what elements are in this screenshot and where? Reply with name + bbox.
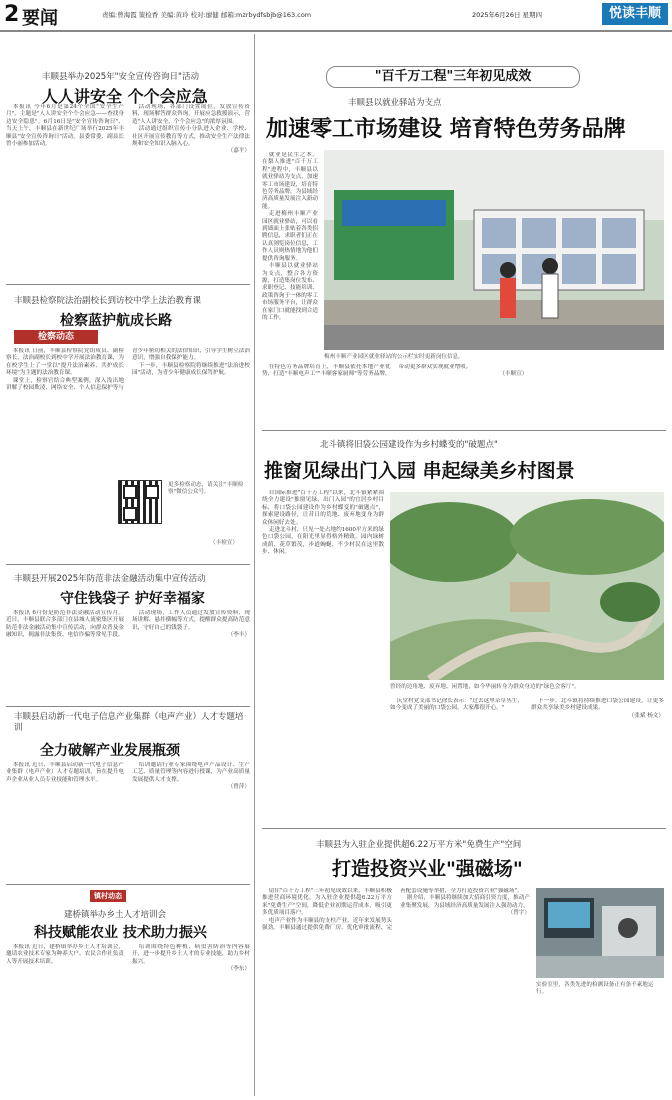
- story2-headline: 检察蓝护航成长路: [60, 313, 172, 329]
- story6-byline: （张斌 杨文）: [628, 712, 664, 719]
- story2-para: 下一步，丰顺县检察院将继续推进"法治进校园"活动，为青少年健康成长保驾护航。: [132, 362, 250, 377]
- story5-kicker: 建桥镇举办乡土人才培训会: [64, 910, 167, 920]
- story4-byline: （曾萍）: [227, 784, 250, 791]
- story5-byline: （李东）: [227, 966, 250, 973]
- lead-para: 就业是民生之本。在梨人推进"百千万工程"进程中，丰顺县以就业驿站为支点，加速零工市场建设，培育特色劳务品牌，为县域经济高质量发展注入新动能。: [262, 152, 318, 210]
- story3-byline: （李丰）: [227, 632, 250, 639]
- lab-equipment-illustration: [536, 888, 664, 978]
- lead-para: 走进梅州丰顺产业园区就业驿站，可以看到墙面上张贴着各类招聘信息，求职者们正在认真浏览岗位信息，工作人员则热情地为他们提供咨询服务。: [262, 211, 318, 262]
- lead-kicker: 丰顺县以就业驿站为支点: [348, 98, 442, 108]
- job-station-illustration: [324, 150, 664, 350]
- story4-para: 培训邀请行业专家围绕电声产品设计、生产工艺、质量管理等内容进行授课，为产业高质量发展提供人才支撑。: [132, 762, 250, 783]
- lead-byline: （丰顺宣）: [499, 371, 528, 378]
- story3-kicker: 丰顺县开展2025年防范非法金融活动集中宣传活动: [14, 574, 206, 584]
- story6-para: 下一步，北斗镇将持续推进口袋公园建设，让更多群众共享绿美乡村建设成果。: [531, 698, 664, 712]
- divider: [262, 430, 666, 431]
- story6-headline: 推窗见绿出门入园 串起绿美乡村图景: [264, 460, 575, 482]
- lead-photo: [324, 150, 664, 350]
- story7-photo-caption: 实验室里，各类先进的检测设备正有条不紊地运行。: [536, 982, 654, 995]
- story6-para: 庆堂村党支部书记徐长表示："过去这里杂草丛生，如今变成了美丽的口袋公园，大家都很开心。": [390, 698, 523, 712]
- project-banner: "百千万工程"三年初见成效: [326, 66, 580, 88]
- brand-logo: 悦读丰顺: [602, 3, 668, 25]
- qr-caption: 更多检察动态，请关注"丰顺检察"微信公众号。: [168, 482, 244, 495]
- story1-para: 活动现场，各部门设置展位，发放宣传资料，现场解答群众咨询，开展应急救援演示，营造"人人讲安全、个个会应急"的浓厚氛围。: [132, 104, 250, 125]
- story6-photo-caption: 曾经的边角地、废弃地、闲置地，如今华丽转身为群众身边的"绿色会客厅"。: [390, 684, 580, 690]
- lead-body-bottom: [262, 364, 664, 424]
- story1-byline: （嘉平）: [227, 148, 250, 155]
- story7-para: 据介绍，丰顺县将继续加大招商引资力度，推动产业集聚发展，为县域经济高质量发展注入强劲动力。: [400, 895, 530, 909]
- story6-para: 自国际推进"百千万工程"以来，北斗镇紧紧围绕全力建设"推窗见绿、出门入园"的宜居乡村目标，将口袋公园建设作为乡村蝶变的"破题点"，探索建设路径，让昔日的荒地、废弃地变身为群众休闲好去处。: [262, 490, 384, 526]
- story2-kicker: 丰顺县检察院法治副校长到访校中学上法治教育课: [14, 296, 202, 306]
- story7-photo: [536, 888, 664, 978]
- divider: [262, 828, 666, 829]
- editor-credits: 责编:曾海霞 策检香 美编:黄玲 校对:廖健 邮箱:mzrbydfsbjb@163.com: [102, 11, 312, 19]
- story4-kicker: 丰顺县启动新一代电子信息产业集群（电声产业）人才专题培训: [14, 712, 244, 733]
- story7-headline: 打造投资兴业"强磁场": [332, 858, 523, 880]
- story2-para: 课堂上，检察官结合典型案例，深入浅出地讲解了校园欺凌、网络安全、个人信息保护等与青少年密切相关的法律知识，引导学生树立法治意识，增强自我保护能力。: [6, 348, 250, 392]
- story5-para: 培训围绕特色种植、病虫害防治等内容展开，进一步提升乡土人才的专业技能，助力乡村振兴。: [132, 944, 250, 965]
- story3-headline: 守住钱袋子 护好幸福家: [60, 591, 205, 607]
- issue-date: 2025年6月26日 星期四: [472, 11, 543, 19]
- story5-headline: 科技赋能农业 技术助力振兴: [34, 925, 207, 941]
- lead-photo-caption: 梅州丰顺产业园区就业驿站的公示栏实时更新岗位信息。: [324, 354, 464, 360]
- masthead: [0, 0, 672, 32]
- lead-headline: 加速零工市场建设 培育特色劳务品牌: [266, 117, 626, 142]
- story6-para: 走进北斗村，只见一处占地约1600平方米的绿色口袋公园，在阳光里显得格外精致。园内绿树成荫、花草繁茂，步道蜿蜒，不少村民在这里散步、休闲。: [262, 527, 384, 556]
- story1-headline: 人人讲安全 个个会应急: [42, 87, 208, 106]
- story5-para: 本报讯 近日，建桥镇举办乡土人才培训会，邀请农业技术专家为种养大户、农民合作社负责人等开展技术培训。: [6, 944, 124, 965]
- story3-para: 本报讯 6月份是防范非法金融活动宣传月。近日，丰顺县联合多部门在县城人流密集区开展防范非法金融活动集中宣传活动，向群众普及金融知识，揭露非法集资、电信诈骗等常见手段。: [6, 610, 124, 639]
- story2-para: 本报讯 日前，丰顺县检察院党组成员、副检察长、法治副校长到校中学开展法治教育课，为在校学生上了一堂以"提升法治素养、共护成长环境"为主题的法治教育课。: [6, 348, 124, 377]
- divider: [6, 284, 250, 285]
- story1-body: [6, 104, 250, 276]
- section-tag-zhencun: [90, 890, 126, 902]
- story1-para: 活动通过组织宣传小分队进入企业、学校、社区开展宣传教育等方式，推动安全生产法律法规和安全知识入脑入心。: [132, 126, 250, 148]
- story2-byline: （丰检宣）: [210, 540, 238, 546]
- story3-para: 活动现场，工作人员通过发放宣传资料、现场讲解、悬挂横幅等方式，提醒群众提高防范意识，守好自己的钱袋子。: [132, 610, 250, 631]
- story7-kicker: 丰顺县为入驻企业提供超6.22万平方米"免费生产"空间: [316, 840, 522, 850]
- page-name: 要闻: [22, 8, 58, 29]
- story3-body: [6, 610, 250, 702]
- qr-code: [118, 480, 162, 524]
- story1-para: 本报讯 今年6月是第24个全国"安全生产月"，主题是"人人讲安全个个会应急——查找身边安全隐患"。6月16日是"安全宣传咨询日"，当天上午，丰顺县在新世纪广场举行2025年丰顺县"安全宣传咨询日"活动。县委常委、副县长曾小丽参加活动。: [6, 104, 124, 148]
- divider: [6, 884, 250, 885]
- story6-photo: [390, 492, 664, 680]
- lead-para: 丰顺县以就业驿站为支点，整合各方资源，打造集岗位发布、求职登记、技能培训、政策咨询于一体的零工市场服务平台，让群众在家门口就能找到合适的工作。: [262, 263, 318, 321]
- lead-para: 在特色劳务品牌培育上，丰顺县依托本地产业优势，打造"丰顺电声工""丰顺客家厨师"等劳务品牌，带动更多群众实现就业增收。: [262, 364, 472, 378]
- column-divider: [254, 34, 255, 1096]
- story7-para: 留住"百千万工程"三年初见成效以来，丰顺县积极推进营商环境优化，为入驻企业提供超6.22万平方米"免费生产"空间，降低企业初期运营成本，吸引更多优质项目落户。: [262, 888, 392, 917]
- story7-body: [262, 888, 530, 1094]
- story6-body-left: [262, 490, 384, 820]
- divider: [6, 706, 250, 707]
- section-tag-jiancha: 检察动态: [14, 330, 98, 344]
- story5-body: [6, 944, 250, 1094]
- lead-body-left: [262, 152, 318, 352]
- story7-para: 电声产业作为丰顺县的支柱产业，近年来发展势头强劲。丰顺县通过提供免费厂房、优化审批流程、完善配套设施等举措，全力打造投资兴业"强磁场"。: [262, 888, 523, 932]
- page-number: 2: [4, 2, 20, 27]
- story6-kicker: 北斗镇将旧袋公园建设作为乡村蝶变的"破题点": [320, 440, 498, 450]
- story4-para: 本报讯 近日，丰顺县启动新一代电子信息产业集群（电声产业）人才专题培训，旨在提升电声企业从业人员专业技能和管理水平。: [6, 762, 124, 783]
- story6-body-right: [390, 698, 664, 820]
- pocket-park-illustration: [390, 492, 664, 680]
- story4-headline: 全力破解产业发展瓶颈: [40, 743, 180, 759]
- section-tag-label: 镇村动态: [90, 890, 126, 902]
- story2-body: [6, 348, 250, 558]
- story4-body: [6, 762, 250, 878]
- divider: [6, 564, 250, 565]
- story7-byline: （曾宇）: [507, 910, 530, 917]
- story1-kicker: 丰顺县举办2025年"安全宣传咨询日"活动: [42, 72, 199, 82]
